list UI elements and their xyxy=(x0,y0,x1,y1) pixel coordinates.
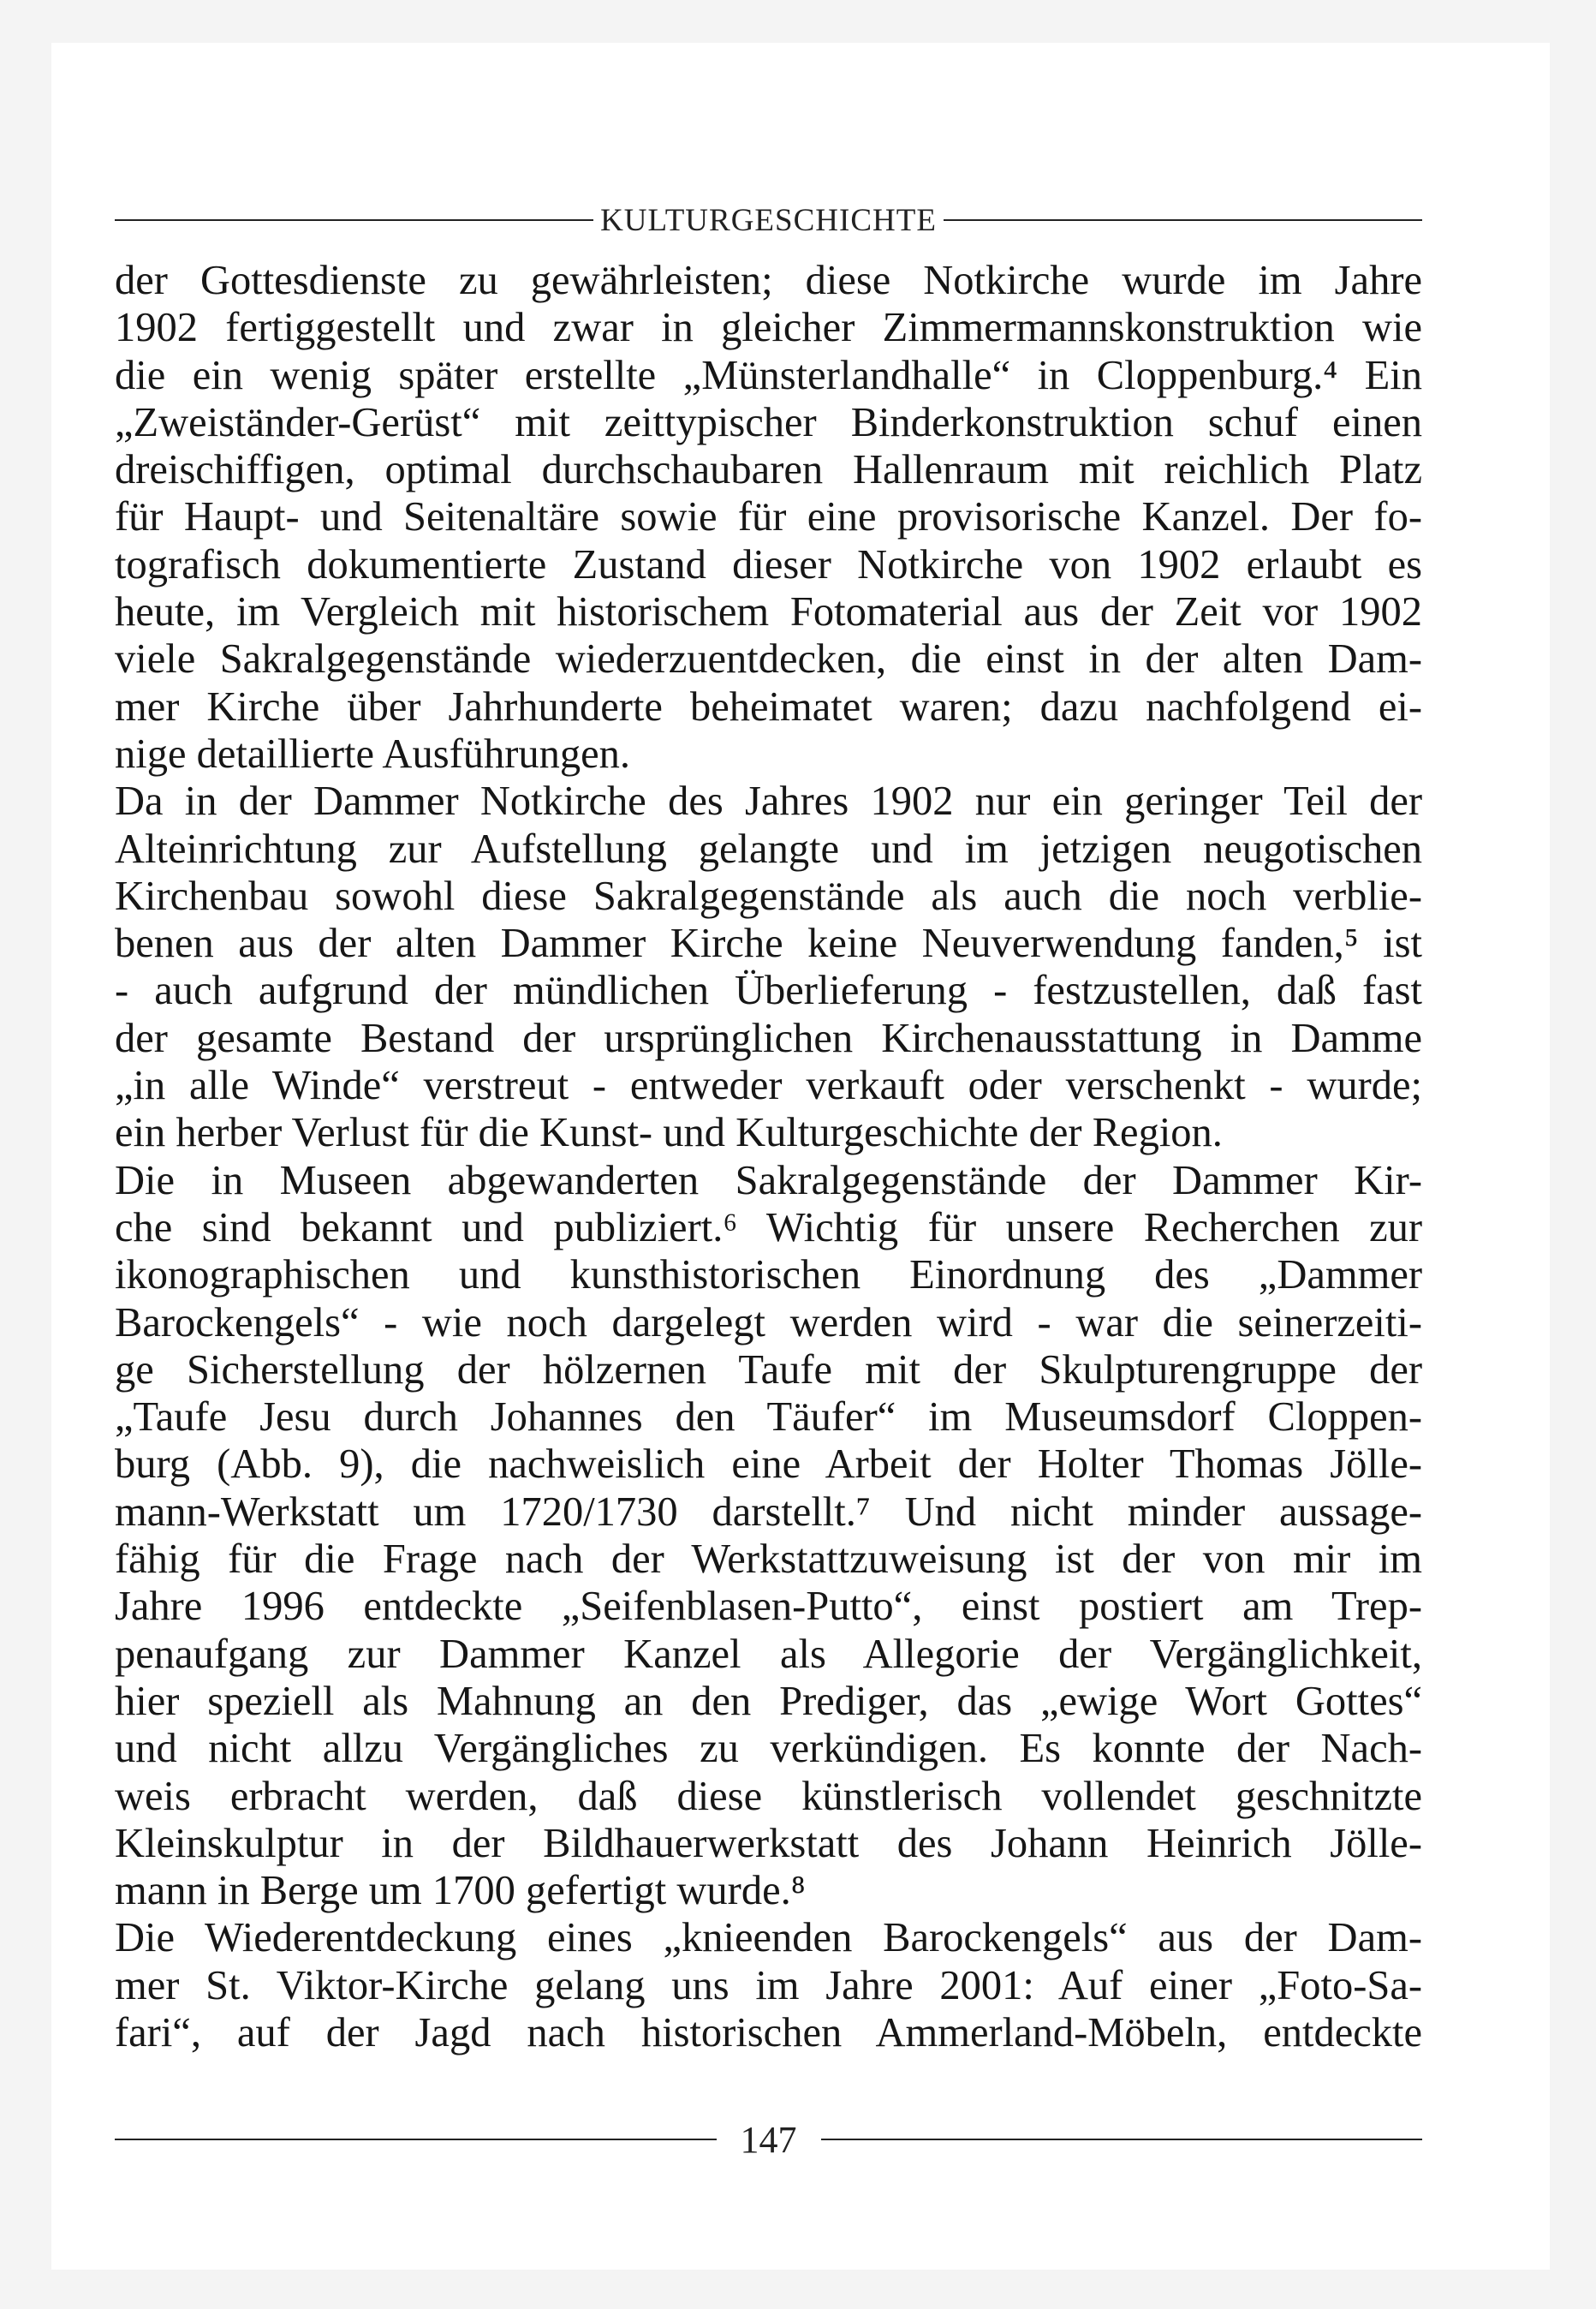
text-line: Die in Museen abgewanderten Sakralgegenstände der Dammer Kir- xyxy=(115,1157,1422,1203)
text-line: hier speziell als Mahnung an den Prediger, das „ewige Wort Gottes“ xyxy=(115,1678,1422,1724)
text-line: 1902 fertiggestellt und zwar in gleicher Zimmermannskonstruktion wie xyxy=(115,305,1422,351)
text-line: der Gottesdienste zu gewährleisten; diese Notkirche wurde im Jahre xyxy=(115,258,1422,303)
text-line: weis erbracht werden, daß diese künstlerisch vollendet geschnitzte xyxy=(115,1773,1422,1819)
text-line: „Zweiständer-Gerüst“ mit zeittypischer Binderkonstruktion schuf einen xyxy=(115,399,1422,445)
text-line: fähig für die Frage nach der Werkstattzuweisung ist der von mir im xyxy=(115,1536,1422,1583)
header-rule-right xyxy=(944,219,1422,221)
text-line: Da in der Dammer Notkirche des Jahres 1902 nur ein geringer Teil der xyxy=(115,779,1422,825)
body-text xyxy=(115,257,1422,2056)
text-line: für Haupt- und Seitenaltäre sowie für eine provisorische Kanzel. Der fo- xyxy=(115,494,1422,540)
text-line: und nicht allzu Vergängliches zu verkündigen. Es konnte der Nach- xyxy=(115,1726,1422,1772)
text-line: heute, im Vergleich mit historischem Fotomaterial aus der Zeit vor 1902 xyxy=(115,589,1422,635)
text-line: mann-Werkstatt um 1720/1730 darstellt.⁷ Und nicht minder aussage- xyxy=(115,1489,1422,1535)
footer-rule-right xyxy=(821,2139,1423,2140)
text-line: Barockengels“ - wie noch dargelegt werden wird - war die seinerzeiti- xyxy=(115,1299,1422,1345)
page-footer xyxy=(115,2114,1422,2165)
text-line: ein herber Verlust für die Kunst- und Kulturgeschichte der Region. xyxy=(115,1110,1223,1156)
text-line: mer Kirche über Jahrhunderte beheimatet waren; dazu nachfolgend ei- xyxy=(115,683,1422,730)
page-number: 147 xyxy=(740,2118,797,2161)
text-line: ge Sicherstellung der hölzernen Taufe mit der Skulpturengruppe der xyxy=(115,1346,1422,1393)
text-line: nige detaillierte Ausführungen. xyxy=(115,731,631,777)
footer-rule-left xyxy=(115,2139,717,2140)
header-rule-left xyxy=(115,219,593,221)
text-line: che sind bekannt und publiziert.⁶ Wichtig für unsere Recherchen zur xyxy=(115,1204,1422,1250)
text-line: Jahre 1996 entdeckte „Seifenblasen-Putto“, einst postiert am Trep- xyxy=(115,1584,1422,1630)
text-line: burg (Abb. 9), die nachweislich eine Arbeit der Holter Thomas Jölle- xyxy=(115,1441,1422,1488)
text-line: penaufgang zur Dammer Kanzel als Allegorie der Vergänglichkeit, xyxy=(115,1631,1422,1677)
text-line: dreischiffigen, optimal durchschaubaren Hallenraum mit reichlich Platz xyxy=(115,447,1422,493)
text-line: „in alle Winde“ verstreut - entweder verkauft oder verschenkt - wurde; xyxy=(115,1063,1422,1109)
text-line: der gesamte Bestand der ursprünglichen Kirchenausstattung in Damme xyxy=(115,1015,1422,1061)
text-line: fari“, auf der Jagd nach historischen Ammerland-Möbeln, entdeckte xyxy=(115,2009,1422,2055)
text-line: tografisch dokumentierte Zustand dieser Notkirche von 1902 erlaubt es xyxy=(115,541,1422,588)
text-line: mann in Berge um 1700 gefertigt wurde.⁸ xyxy=(115,1868,806,1914)
running-header xyxy=(115,199,1422,242)
text-line: - auch aufgrund der mündlichen Überlieferung - festzustellen, daß fast xyxy=(115,968,1422,1014)
text-line: viele Sakralgegenstände wiederzuentdecken, die einst in der alten Dam- xyxy=(115,636,1422,683)
text-line: „Taufe Jesu durch Johannes den Täufer“ im Museumsdorf Cloppen- xyxy=(115,1394,1422,1441)
text-line: Kirchenbau sowohl diese Sakralgegenstände als auch die noch verblie- xyxy=(115,873,1422,919)
text-line: benen aus der alten Dammer Kirche keine Neuverwendung fanden,⁵ ist xyxy=(115,921,1422,967)
text-line: die ein wenig später erstellte „Münsterlandhalle“ in Cloppenburg.⁴ Ein xyxy=(115,352,1422,398)
text-line: mer St. Viktor-Kirche gelang uns im Jahre 2001: Auf einer „Foto-Sa- xyxy=(115,1962,1422,2008)
section-title: KULTURGESCHICHTE xyxy=(600,202,937,238)
text-line: Die Wiederentdeckung eines „knieenden Barockengels“ aus der Dam- xyxy=(115,1915,1422,1961)
text-line: Alteinrichtung zur Aufstellung gelangte und im jetzigen neugotischen xyxy=(115,826,1422,872)
text-line: ikonographischen und kunsthistorischen Einordnung des „Dammer xyxy=(115,1252,1422,1298)
text-line: Kleinskulptur in der Bildhauerwerkstatt des Johann Heinrich Jölle- xyxy=(115,1820,1422,1866)
